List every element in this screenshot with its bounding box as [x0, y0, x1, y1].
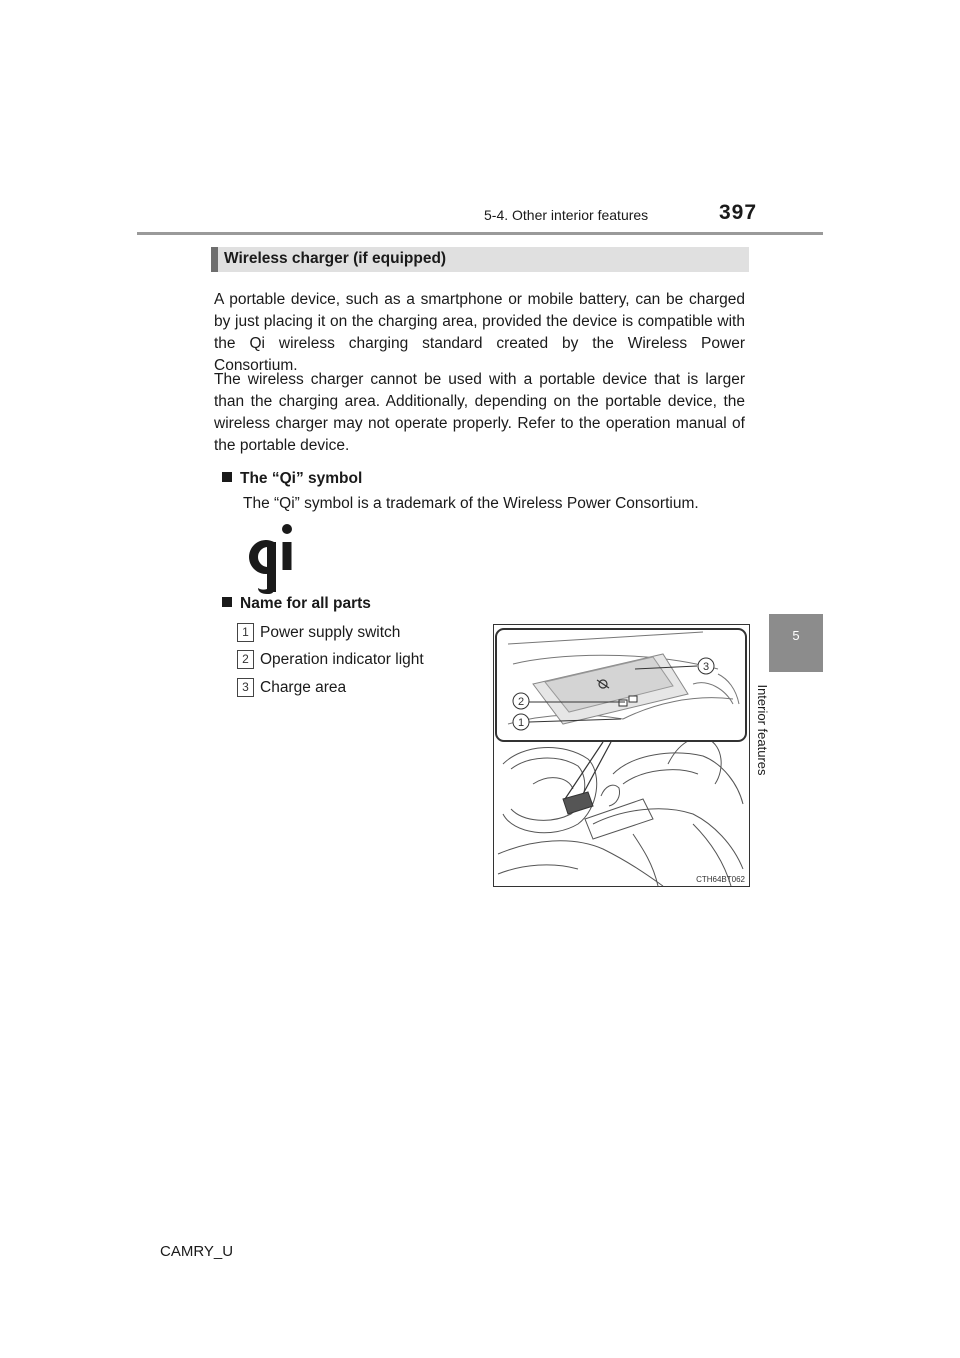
list-item: [237, 623, 400, 642]
part-label: Operation indicator light: [260, 651, 424, 668]
header-rule: [137, 232, 823, 235]
qi-symbol-heading: [222, 470, 362, 488]
parts-heading-text: Name for all parts: [240, 595, 371, 612]
page-number: 397: [719, 201, 758, 224]
callout-3-label: 3: [702, 661, 710, 673]
part-number-badge: 2: [237, 650, 254, 669]
square-bullet-icon: [222, 472, 232, 482]
qi-trademark-note: The “Qi” symbol is a trademark of the Wireless Power Consortium.: [243, 495, 699, 512]
list-item: [237, 650, 424, 669]
limitation-paragraph: The wireless charger cannot be used with a portable device that is larger than the charging area. Additionally, depending on the portable device, the wireless charger may not operate properly. Refer to the operation manual of the portable device.: [214, 371, 745, 454]
intro-paragraph: A portable device, such as a smartphone or mobile battery, can be charged by just placing it on the charging area, provided the device is compatible with the Qi wireless charging standard created by the Wireless Power Consortium.: [214, 291, 745, 374]
section-title: Wireless charger (if equipped): [224, 250, 447, 267]
part-number-badge: 3: [237, 678, 254, 697]
list-item: [237, 678, 346, 697]
chapter-number: 5: [792, 628, 800, 643]
square-bullet-icon: [222, 597, 232, 607]
part-number-badge: 1: [237, 623, 254, 642]
model-code: CAMRY_U: [160, 1243, 234, 1260]
illustration-code: CTH64BT062: [696, 875, 745, 884]
section-heading-bar: [211, 247, 749, 272]
part-label: Power supply switch: [260, 624, 401, 641]
parts-heading: [222, 595, 371, 613]
callout-1-label: 1: [517, 717, 525, 729]
heading-accent: [211, 247, 218, 272]
callout-2-label: 2: [517, 696, 525, 708]
qi-symbol-heading-text: The “Qi” symbol: [240, 470, 363, 487]
section-reference: 5-4. Other interior features: [484, 207, 649, 223]
wireless-charger-illustration: [493, 624, 750, 887]
part-label: Charge area: [260, 679, 347, 696]
chapter-title: Interior features: [755, 684, 770, 776]
chapter-tab: [769, 614, 823, 672]
qi-logo-icon: [245, 520, 305, 594]
